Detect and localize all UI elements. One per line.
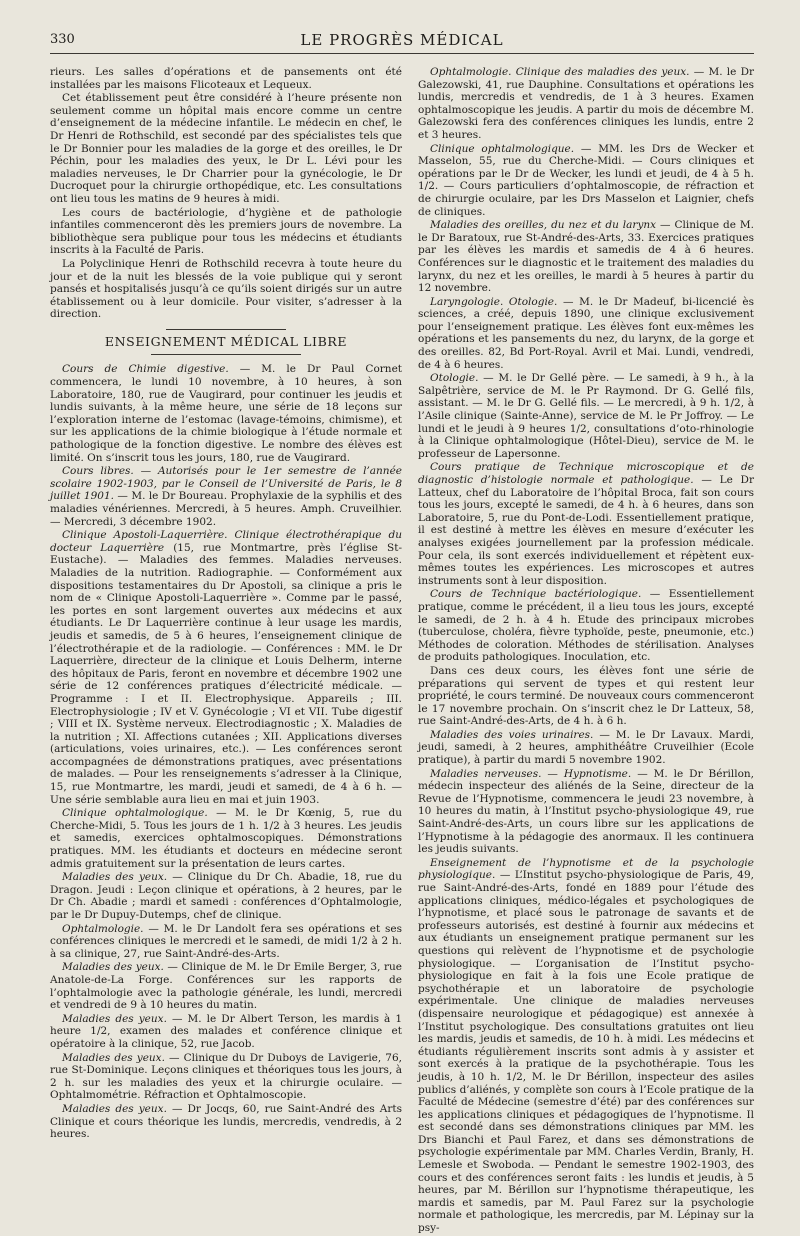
- entry-text: — M. le Dr Landolt fera ses opérations et ses conférences cliniques le mercredi et le samedi, de midi 1/2 à 2 h. à sa clinique, 27, rue Saint-André-des-Arts.: [50, 922, 402, 960]
- entry-text: — M. le Dr Gellé père. — Le samedi, à 9 h., à la Salpêtrière, service de M. le Pr Raymond. Dr G. Gellé fils, assistant. — M. le Dr G. Gellé fils. — Le mercredi, à 9 h. 1/2, à l’Asile clinique (Sainte-Anne), service de M. le Pr Joffroy. — Le lundi et le jeudi à 9 heures 1/2, consultations d’oto-rhinologie à la Clinique ophtalmologique (Hôtel-Dieu), service de M. le professeur de Lapersonne.: [418, 372, 754, 460]
- entry-text: — Le Dr Latteux, chef du Laboratoire de l’hôpital Broca, fait son cours tous les jours, excepté le samedi, de 4 h. à 6 heures, dans son Laboratoire, 5, rue du Pont-de-Lodi. Essentiellement pratique, il est destiné à mettre les élèves en mesure d’exécuter les analyses exigées journellement par la profession médicale. Pour cela, ils sont exercés individuellement et répètent eux-mêmes toutes les expériences. Les microscopes et autres instruments sont à leur disposition.: [418, 474, 754, 587]
- entry-title: Maladies nerveuses. — Hypnotisme.: [430, 767, 632, 780]
- entry: [418, 461, 754, 587]
- entry-title: Clinique ophtalmologique.: [430, 142, 575, 155]
- entry-title: Laryngologie. Otologie.: [430, 295, 558, 308]
- entry-text: — MM. les Drs de Wecker et Masselon, 55, rue du Cherche-Midi. — Cours cliniques et opérations par le Dr de Wecker, les lundi et jeudi, de 4 à 5 h. 1/2. — Cours particuliers d’ophtalmoscopie, de réfraction et de chirurgie oculaire, par les Drs Masselon et Laignier, chefs de cliniques.: [418, 142, 754, 218]
- entry: [418, 588, 754, 664]
- entry-title: Maladies des yeux.: [62, 1012, 167, 1025]
- entry-text: — Essentiellement pratique, comme le précédent, il a lieu tous les jours, excepté le samedi, de 2 h. à 4 h. Etude des principaux microbes (tuberculose, choléra, fièvre typhoïde, peste, pneumonie, etc.) Méthodes de coloration. Méthodes de stérilisation. Analyses de produits pathologiques. Inoculation, etc.: [418, 588, 754, 664]
- right-column: [418, 66, 754, 1236]
- entry: [50, 529, 402, 806]
- section-rule: [151, 354, 301, 355]
- entry: [418, 143, 754, 219]
- entry-text: — Clinique du Dr Ch. Abadie, 18, rue du Dragon. Jeudi : Leçon clinique et opérations, à 2 heures, par le Dr Ch. Abadie ; mardi et samedi : conférences d’Ophtalmologie, par le Dr Dupuy-Dutemps, chef de clinique.: [50, 871, 402, 921]
- entry-title: Cours libres. — Autorisés pour le 1er semestre de l’année scolaire 1902-1903, par le Conseil de l’Université de Paris, le 8 juillet 1901.: [50, 465, 402, 503]
- entry-text: — M. le Dr Bérillon, médecin inspecteur des aliénés de la Seine, directeur de la Revue de l’Hypnotisme, commencera le jeudi 23 novembre, à 10 heures du matin, à l’Institut psycho-physiologique 49, rue Saint-André-des-Arts, un cours libre sur les applications de l’Hypnotisme à la pédagogie des anormaux. Il les continuera les jeudis suivants.: [418, 767, 754, 856]
- entry: [50, 1103, 402, 1141]
- entry: [50, 1013, 402, 1051]
- section-title: ENSEIGNEMENT MÉDICAL LIBRE: [104, 333, 348, 349]
- section-rule: [166, 329, 286, 330]
- entry: [50, 807, 402, 870]
- header-rule: [50, 53, 754, 54]
- entry-title: Clinique Apostoli-Laquerrière. Clinique électrothérapique du docteur Laquerrière: [50, 529, 402, 554]
- entry-title: Cours pratique de Technique microscopique et de diagnostic d’histologie normale et pathologique.: [418, 461, 754, 486]
- entry-title: Otologie.: [430, 372, 479, 385]
- entry: [418, 372, 754, 460]
- entry-text: — M. le Dr Madeuf, bi-licencié ès sciences, a créé, depuis 1890, une clinique exclusivement pour l’enseignement pratique. Les élèves font eux-mêmes les opérations et les pansements du nez, du larynx, de la gorge et des oreilles. 82, Bd Port-Royal. Avril et Mai. Lundi, vendredi, de 4 à 6 heures.: [418, 295, 754, 371]
- entry: [418, 219, 754, 295]
- entry-title: Enseignement de l’hypnotisme et de la psychologie physiologique.: [418, 856, 754, 882]
- entry-text: — Clinique du Dr Duboys de Lavigerie, 76, rue St-Dominique. Leçons cliniques et théoriques tous les jours, à 2 h. sur les maladies des yeux et la chirurgie oculaire. — Ophtalmométrie. Réfraction et Ophtalmoscopie.: [50, 1051, 402, 1102]
- entry: [418, 66, 754, 142]
- entry-title: Maladies des voies urinaires.: [430, 728, 594, 741]
- entry-text: — M. le Dr Boureau. Prophylaxie de la syphilis et des maladies vénériennes. Mercredi, à 5 heures. Amph. Cruveilhier. — Mercredi, 3 décembre 1902.: [50, 490, 402, 528]
- entry-text: — M. le Dr Kœnig, 5, rue du Cherche-Midi, 5. Tous les jours de 1 h. 1/2 à 3 heures. Les jeudis et samedis, exercices ophtalmoscopiques. Démonstrations pratiques. MM. les étudiants et docteurs en médecine seront admis gratuitement sur la présentation de leurs cartes.: [50, 807, 403, 870]
- entry-text: — M. le Dr Galezowski, 41, rue Dauphine. Consultations et opérations les lundis, mercredis et vendredis, de 1 à 3 heures. Examen ophtalmoscopique les jeudis. A partir du mois de décembre M. Galezowski fera des conférences cliniques les lundis, entre 2 et 3 heures.: [418, 66, 755, 141]
- entry-title: Maladies des yeux.: [62, 871, 168, 884]
- entry-title: Maladies des yeux.: [62, 1102, 167, 1115]
- entry-text: — Clinique de M. le Dr Baratoux, rue St-André-des-Arts, 33. Exercices pratiques par les élèves les mardis et samedis de 4 à 6 heures. Conférences sur le diagnostic et le traitement des maladies du larynx, du nez et les oreilles, le mardi à 5 heures à partir du 12 novembre.: [418, 219, 754, 295]
- entry: [50, 1052, 402, 1102]
- entry: [418, 296, 754, 372]
- paragraph: La Polyclinique Henri de Rothschild recevra à toute heure du jour et de la nuit les blessés de la voie publique qui y seront pansés et hospitalisés jusqu’à ce qu’ils soient dirigés sur un autre établissement ou à leur domicile. Pour visiter, s’adresser à la direction.: [50, 257, 402, 321]
- paragraph: Les cours de bactériologie, d’hygiène et de pathologie infantiles commenceront dès les premiers jours de novembre. La bibliothèque sera publique pour tous les médecins et étudiants inscrits à la Faculté de Paris.: [50, 206, 402, 257]
- page-header: [50, 28, 754, 54]
- entry-text: — Dr Jocqs, 60, rue Saint-André des Arts Clinique et cours théorique les lundis, mercredis, vendredis, à 2 heures.: [50, 1102, 402, 1141]
- entry-title: Cours de Chimie digestive.: [62, 363, 229, 376]
- entry-title: Maladies des oreilles, du nez et du larynx: [430, 219, 657, 232]
- entry: [50, 465, 402, 528]
- entry-title: Maladies des yeux.: [62, 1051, 165, 1064]
- entry: [418, 768, 754, 856]
- entry-title: Cours de Technique bactériologique.: [430, 588, 642, 601]
- entry-text: — Clinique de M. le Dr Emile Berger, 3, rue Anatole-de-La Forge. Conférences sur les rapports de l’ophtalmologie avec la pathologie générale, les lundi, mercredi et vendredi de 9 à 10 heures du matin.: [50, 961, 402, 1012]
- entry: [50, 923, 402, 961]
- entry: [418, 729, 754, 767]
- entry-text: — M. le Dr Albert Terson, les mardis à 1 heure 1/2, examen des malades et conférence clinique et opératoire à la clinique, 52, rue Jacob.: [50, 1012, 402, 1050]
- left-column: [50, 66, 402, 1142]
- paragraph: Cet établissement peut être considéré à l’heure présente non seulement comme un hôpital mais encore comme un centre d’enseignement de la médecine infantile. Le médecin en chef, le Dr Henri de Rothschild, est secondé par des spécialistes tels que le Dr Bonnier pour les maladies de la gorge et des oreilles, le Dr Péchin, pour les maladies des yeux, le Dr L. Lévi pour les maladies nerveuses, le Dr Charrier pour la gynécologie, le Dr Ducroquet pour la chirurgie orthopédique, etc. Les consultations ont lieu tous les matins de 9 heures à midi.: [50, 92, 402, 205]
- entry-text: — M. le Dr Lavaux. Mardi, jeudi, samedi, à 2 heures, amphithéâtre Cruveilhier (Ecole pratique), à partir du mardi 5 novembre 1902.: [418, 728, 754, 767]
- entry-text: — M. le Dr Paul Cornet commencera, le lundi 10 novembre, à 10 heures, à son Laboratoire, 180, rue de Vaugirard, pour continuer les jeudis et lundis suivants, à la même heure, une série de 18 leçons sur l’exploration interne de l’estomac (lavage-témoins, chimisme), et sur les applications de la chimie biologique à l’étude normale et pathologique de la fonction digestive. Le nombre des élèves est limité. On s’inscrit tous les jours, 180, rue de Vaugirard.: [50, 363, 403, 464]
- entry-text: — L’Institut psycho-physiologique de Paris, 49, rue Saint-André-des-Arts, fondé en 1889 pour l’étude des applications cliniques, médico-légales et psychologiques de l’hypnotisme, et placé sous le patronage de savants et de professeurs autorisés, est destiné à fournir aux médecins et aux étudiants un enseignement pratique permanent sur les questions qui relèvent de l’hypnotisme et de psychologie physiologique. — L’organisation de l’Institut psycho-physiologique en fait à la fois une Ecole pratique de psychothérapie et un laboratoire de psychologie expérimentale. Une clinique de maladies nerveuses (dispensaire neurologique et pédagogique) est annexée à l’Institut psychologique. Des consultations gratuites ont lieu les mardis, jeudis et samedis, de 10 h. à midi. Les médecins et étudiants régulièrement inscrits sont admis à y assister et sont exercés à la pratique de la psychothérapie. Tous les jeudis, à 10 h. 1/2, M. le Dr Bérillon, inspecteur des asiles publics d’aliénés, y complète son cours à l’Ecole pratique de la Faculté de Médecine (semestre d’été) par des conférences sur les applications cliniques et pédagogiques de l’hypnotisme. Il est secondé dans ses démonstrations cliniques par MM. les Drs Bianchi et Paul Farez, et dans ses démonstrations de psychologie expérimentale par MM. Charles Verdin, Branly, H. Lemesle et Swoboda. — Pendant le semestre 1902-1903, des cours et des conférences seront faits : les lundis et jeudis, à 5 heures, par M. Bérillon sur l’hypnotisme thérapeutique, les mardis et samedis, par M. Paul Farez sur la psychologie normale et pathologique, les mercredis, par M. Lépinay sur la psy-: [418, 869, 754, 1235]
- entry-title: Ophtalmologie.: [62, 922, 144, 935]
- paragraph: rieurs. Les salles d’opérations et de pansements ont été installées par les maisons Flicoteaux et Lequeux.: [50, 66, 402, 91]
- entry-title: Ophtalmologie. Clinique des maladies des yeux.: [430, 66, 690, 78]
- entry-title: Clinique ophtalmologique.: [62, 807, 208, 820]
- entry-text: (15, rue Montmartre, près l’église St-Eustache). — Maladies des femmes. Maladies nerveuses. Maladies de la nutrition. Radiographie. — Conformément aux dispositions testamentaires du Dr Apostoli, sa clinique a pris le nom de « Clinique Apostoli-Laquerrière ». Comme par le passé, les portes en sont largement ouvertes aux médecins et aux étudiants. Le Dr Laquerrière continue à leur usage les mardis, jeudis et samedis, de 5 à 6 heures, l’enseignement clinique de l’électrothérapie et de la radiologie. — Conférences : MM. le Dr Laquerrière, directeur de la clinique et Louis Delherm, interne des hôpitaux de Paris, feront en novembre et décembre 1902 une série de 12 conférences pratiques d’électricité médicale. — Programme : I et II. Electrophysique. Appareils ; III. Electrophysiologie ; IV et V. Gynécologie ; VI et VII. Tube digestif ; VIII et IX. Système nerveux. Electrodiagnostic ; X. Maladies de la nutrition ; XI. Affections cutanées ; XII. Applications diverses (articulations, voies urinaires, etc.). — Les conférences seront accompagnées de démonstrations pratiques, avec présentations de malades. — Pour les renseignements s’adresser à la Clinique, 15, rue Montmartre, les mardi, jeudi et samedi, de 4 à 6 h. — Une série semblable aura lieu en mai et juin 1903.: [50, 541, 402, 806]
- entry: [50, 363, 402, 464]
- entry: [50, 961, 402, 1011]
- paragraph: Dans ces deux cours, les élèves font une série de préparations qui servent de types et qui restent leur propriété, le cours terminé. De nouveaux cours commenceront le 17 novembre prochain. On s’inscrit chez le Dr Latteux, 58, rue Saint-André-des-Arts, de 4 h. à 6 h.: [418, 664, 754, 728]
- journal-title: LE PROGRÈS MÉDICAL: [300, 31, 504, 49]
- page-number: 330: [50, 32, 75, 47]
- entry: [418, 857, 754, 1235]
- entry: [50, 871, 402, 921]
- entry-title: Maladies des yeux.: [62, 961, 164, 974]
